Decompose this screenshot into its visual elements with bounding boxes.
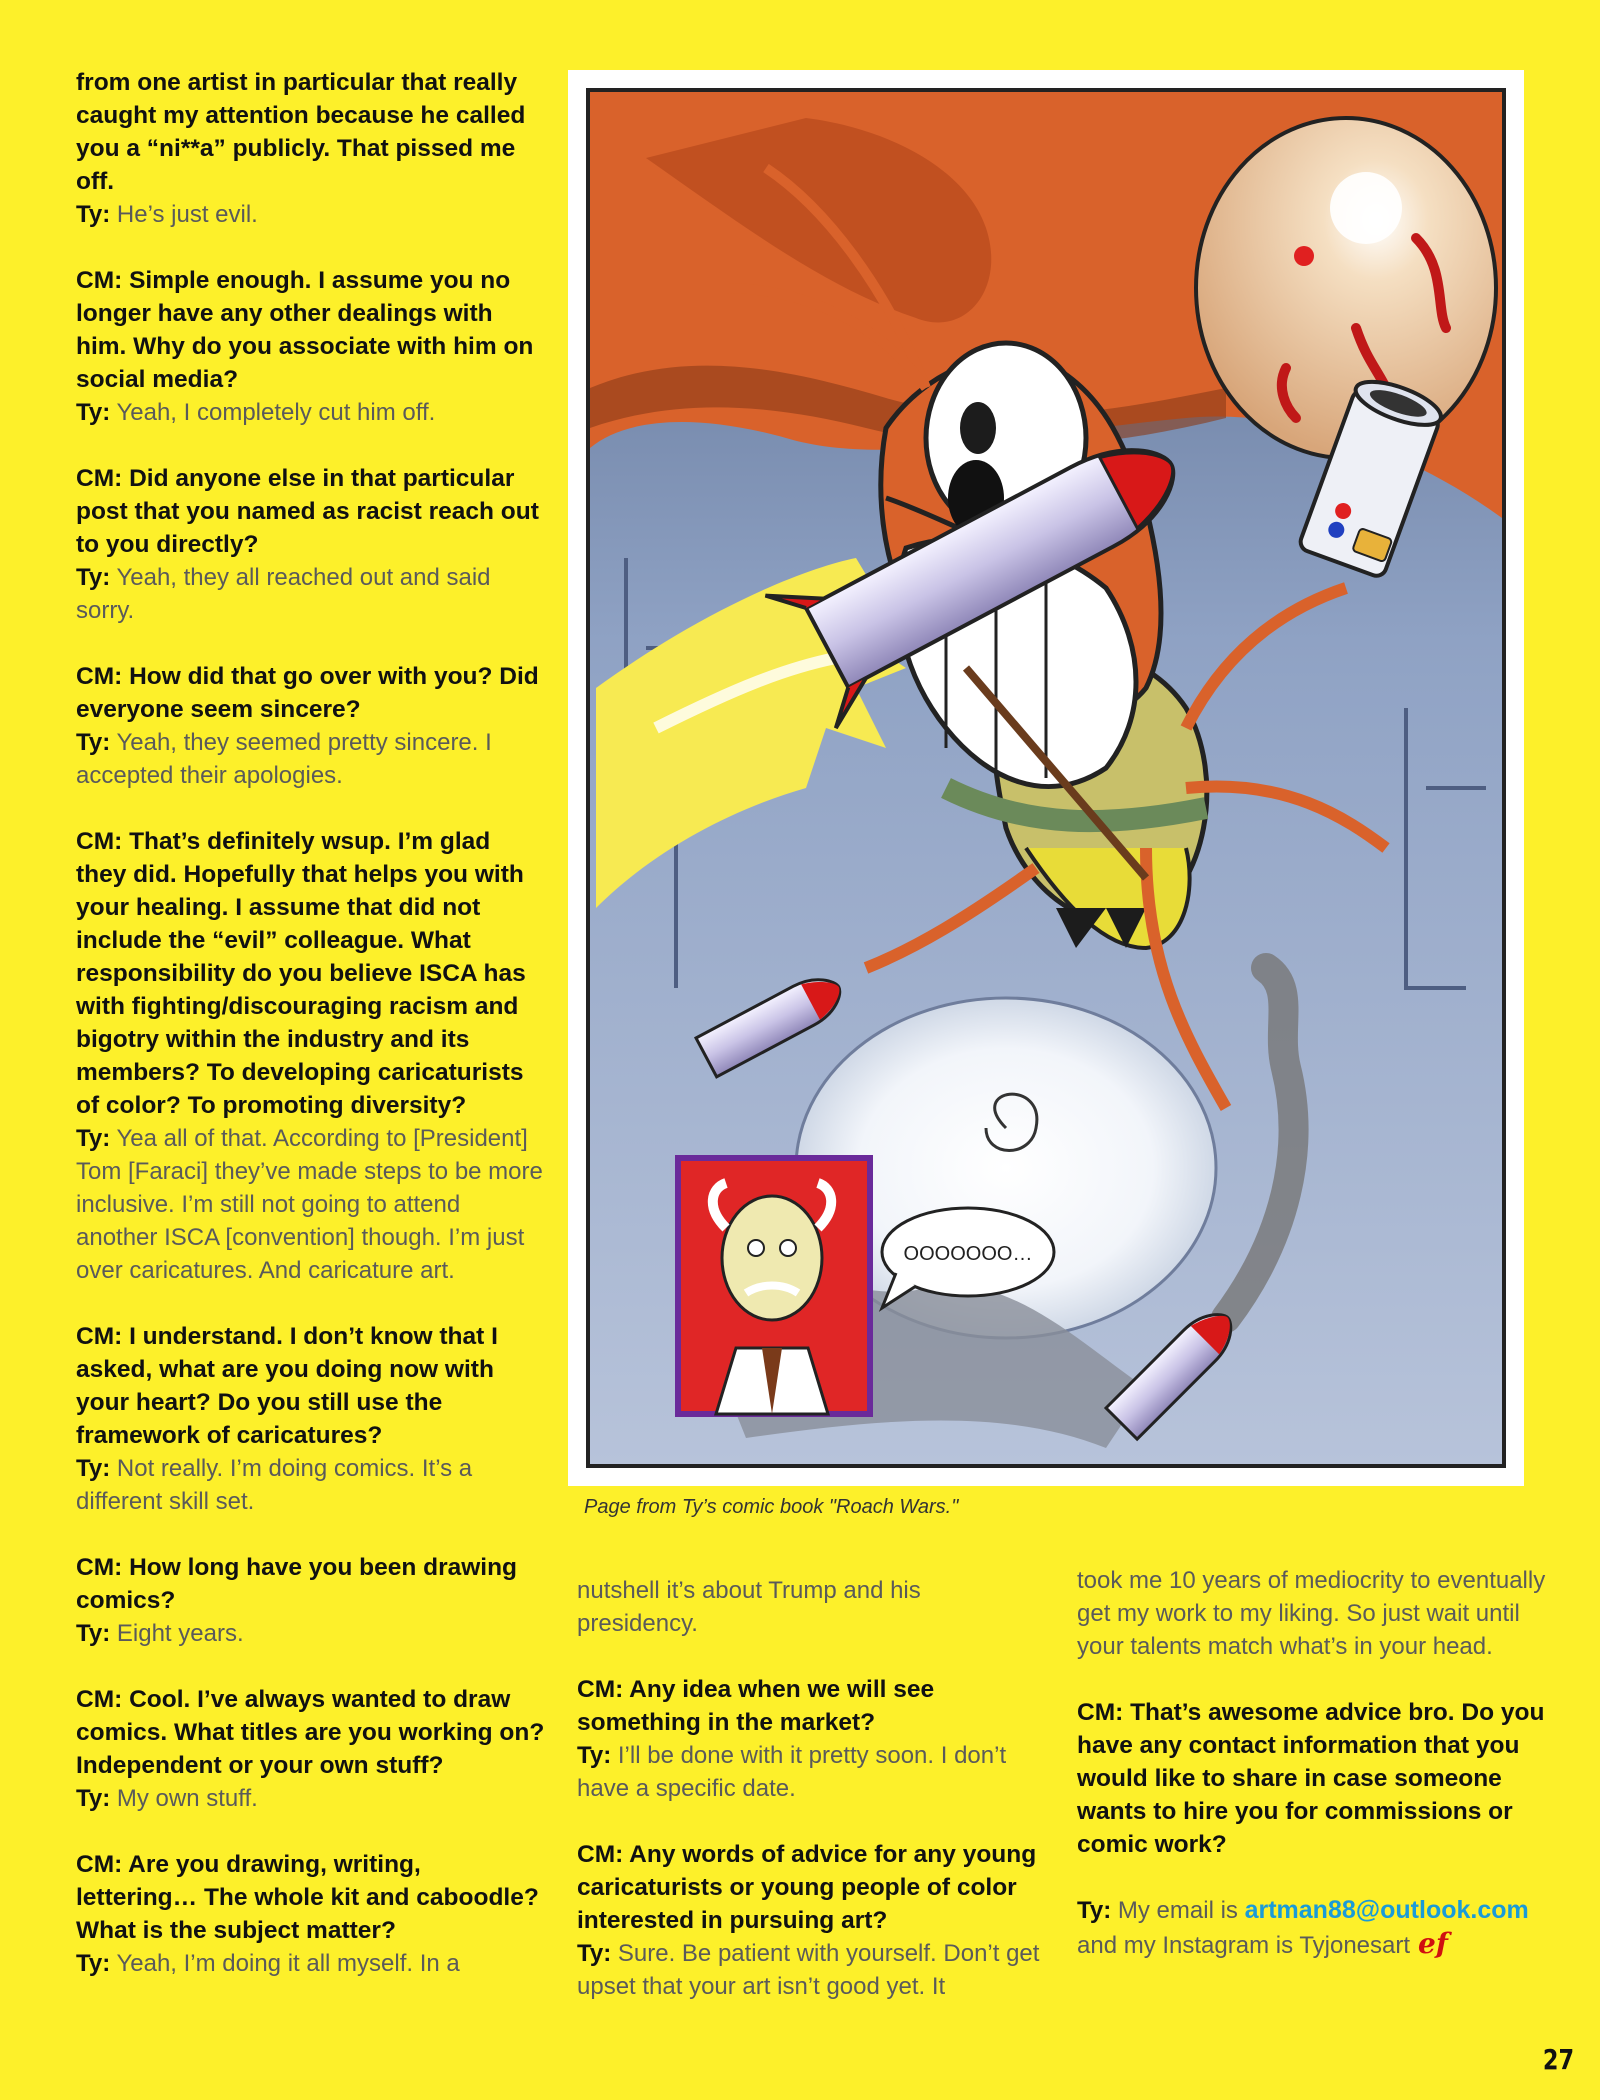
answer-text: Yeah, I’m doing it all myself. In a	[116, 1950, 460, 1977]
answer-continued: nutshell it’s about Trump and his presidency.	[577, 1577, 921, 1637]
answer	[76, 1947, 546, 1980]
answer-text: Sure. Be patient with yourself. Don’t get upset that your art isn’t good yet. It	[577, 1940, 1040, 2000]
answer-text: My email is	[1117, 1897, 1238, 1924]
question: CM: Cool. I’ve always wanted to draw comics. What titles are you working on? Independent or your own stuff?	[76, 1686, 545, 1779]
answer-text: Yea all of that. According to [President] Tom [Faraci] they’ve made steps to be more inclusive. I’m still not going to attend another ISCA [convention] though. I’m just over caricatures. And caricature art.	[76, 1125, 543, 1284]
answer-text: Not really. I’m doing comics. It’s a different skill set.	[76, 1455, 473, 1515]
speaker-label: Ty:	[76, 1455, 111, 1482]
speaker-label: Ty:	[577, 1940, 612, 1967]
speaker-label: Ty:	[76, 564, 111, 591]
answer-text: Yeah, I completely cut him off.	[116, 399, 436, 426]
speaker-label: Ty:	[1077, 1897, 1112, 1924]
question: CM: Any idea when we will see something in the market?	[577, 1676, 935, 1736]
answer-text: and my Instagram is Tyjonesart	[1077, 1932, 1411, 1959]
column-1	[76, 66, 546, 1980]
question: CM: That’s definitely wsup. I’m glad they did. Hopefully that helps you with your healing. I assume that did not include the “evil” colleague. What responsibility do you believe ISCA has with fighting/discouraging racism and bigotry within the industry and its members? To developing caricaturists of color? To promoting diversity?	[76, 828, 526, 1119]
column-2	[577, 1574, 1047, 2003]
answer-text: Yeah, they all reached out and said sorry.	[76, 564, 491, 624]
speaker-label: Ty:	[76, 1125, 111, 1152]
email-link[interactable]: artman88@outlook.com	[1244, 1896, 1529, 1924]
answer	[76, 1452, 546, 1518]
answer	[577, 1739, 1047, 1805]
comic-illustration	[586, 88, 1506, 1468]
speaker-label: Ty:	[76, 1620, 111, 1647]
answer-text: I’ll be done with it pretty soon. I don’t have a specific date.	[577, 1742, 1007, 1802]
question: CM: How long have you been drawing comics?	[76, 1554, 518, 1614]
speaker-label: Ty:	[76, 1785, 111, 1812]
question: from one artist in particular that really caught my attention because he called you a “ni**a” publicly. That pissed me off.	[76, 69, 526, 195]
answer-continued: took me 10 years of mediocrity to eventually get my work to my liking. So just wait until your talents match what’s in your head.	[1077, 1567, 1546, 1660]
speech-bubble-text: OOOOOOO…	[903, 1243, 1033, 1265]
question: CM: How did that go over with you? Did everyone seem sincere?	[76, 663, 539, 723]
answer	[76, 396, 546, 429]
answer-text: He’s just evil.	[116, 201, 258, 228]
answer	[577, 1937, 1047, 2003]
answer	[76, 1782, 546, 1815]
answer-text: Eight years.	[116, 1620, 244, 1647]
end-mark: ef	[1418, 1927, 1448, 1960]
question: CM: Did anyone else in that particular post that you named as racist reach out to you directly?	[76, 465, 539, 558]
speaker-label: Ty:	[76, 399, 111, 426]
column-3	[1077, 1564, 1547, 1962]
page-number: 27	[1542, 2043, 1575, 2076]
question: CM: I understand. I don’t know that I asked, what are you doing now with your heart? Do you still use the framework of caricatures?	[76, 1323, 498, 1449]
answer	[76, 561, 546, 627]
answer	[76, 726, 546, 792]
question: CM: Any words of advice for any young caricaturists or young people of color interested in pursuing art?	[577, 1841, 1037, 1934]
speaker-label: Ty:	[76, 201, 111, 228]
question: CM: Simple enough. I assume you no longer have any other dealings with him. Why do you associate with him on social media?	[76, 267, 534, 393]
question: CM: Are you drawing, writing, lettering… The whole kit and caboodle? What is the subject matter?	[76, 1851, 539, 1944]
answer	[1077, 1894, 1547, 1962]
answer	[76, 1617, 546, 1650]
answer	[76, 198, 546, 231]
answer-text: Yeah, they seemed pretty sincere. I accepted their apologies.	[76, 729, 492, 789]
speaker-label: Ty:	[577, 1742, 612, 1769]
speaker-label: Ty:	[76, 1950, 111, 1977]
image-caption: Page from Ty’s comic book "Roach Wars."	[584, 1496, 959, 1518]
answer	[76, 1122, 546, 1287]
answer-text: My own stuff.	[116, 1785, 258, 1812]
question: CM: That’s awesome advice bro. Do you have any contact information that you would like to share in case someone wants to hire you for commissions or comic work?	[1077, 1699, 1545, 1858]
comic-page-image	[568, 70, 1524, 1486]
speaker-label: Ty:	[76, 729, 111, 756]
